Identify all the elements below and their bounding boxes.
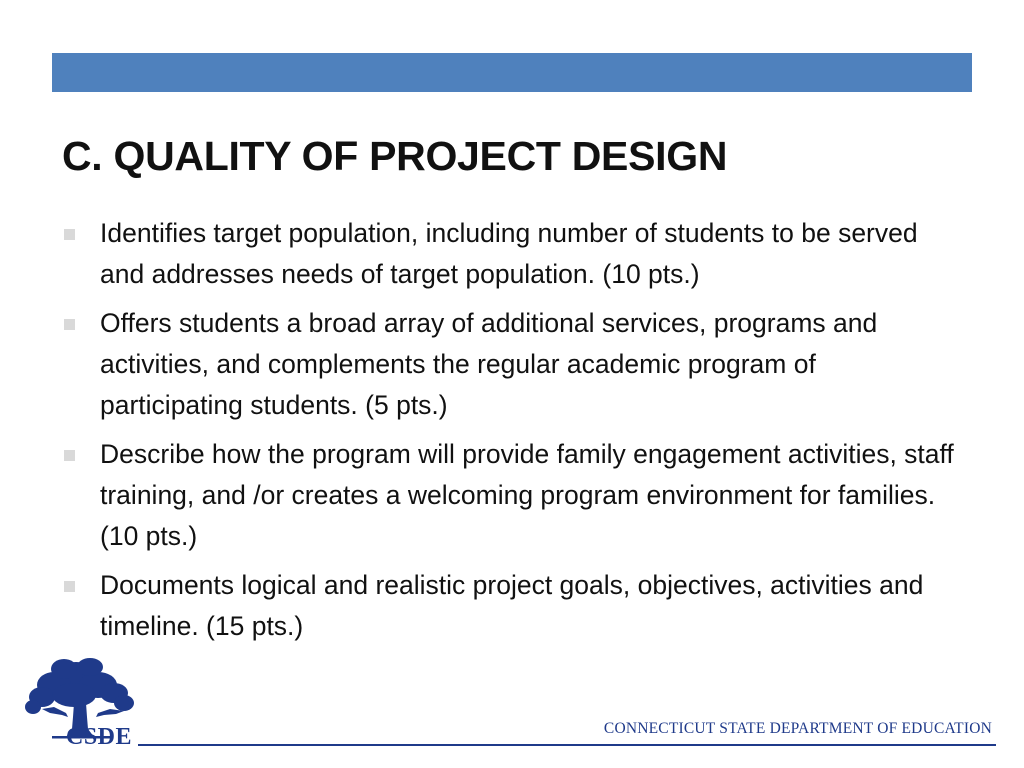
bullet-text: Describe how the program will provide family engagement activities, staff training, and /or creates a welcoming program environment for families. (10 pts.) (100, 439, 954, 551)
bullet-text: Offers students a broad array of additional services, programs and activities, and complements the regular academic program of participating students. (5 pts.) (100, 308, 878, 420)
square-bullet-icon (64, 319, 75, 330)
bullet-text: Documents logical and realistic project goals, objectives, activities and timeline. (15 pts.) (100, 570, 924, 641)
slide-title: C. QUALITY OF PROJECT DESIGN (62, 133, 728, 179)
square-bullet-icon (64, 581, 75, 592)
bullet-list (62, 213, 962, 655)
bullet-item (62, 434, 962, 557)
bullet-item (62, 213, 962, 295)
top-accent-bar (52, 53, 972, 92)
square-bullet-icon (64, 450, 75, 461)
bullet-text: Identifies target population, including number of students to be served and addresses needs of target population. (10 pts.) (100, 218, 918, 289)
bullet-item (62, 303, 962, 426)
csde-logo (24, 657, 142, 749)
square-bullet-icon (64, 229, 75, 240)
logo-text: CSDE (66, 724, 133, 750)
bullet-item (62, 565, 962, 647)
footer-rule (138, 744, 996, 746)
footer-department-name: CONNECTICUT STATE DEPARTMENT OF EDUCATION (603, 720, 992, 737)
